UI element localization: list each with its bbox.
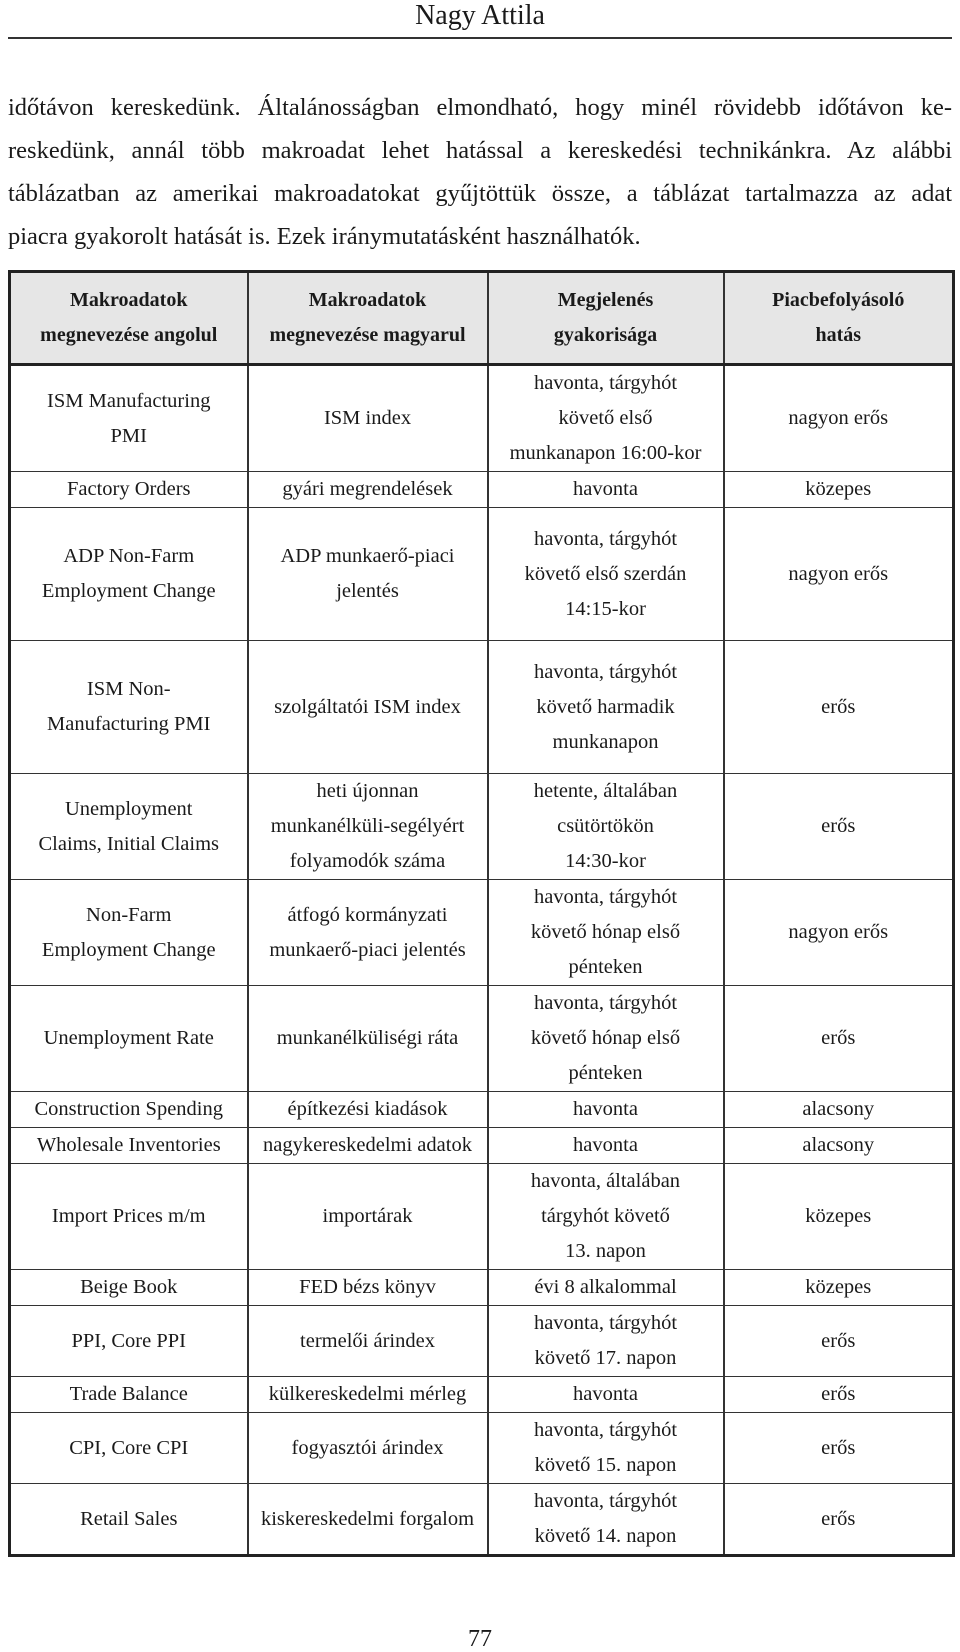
hungarian-name-cell <box>248 1128 488 1164</box>
header-market-impact <box>724 272 954 365</box>
table-row <box>10 472 954 508</box>
table-row <box>10 1377 954 1413</box>
cell-line: Beige Book <box>80 1276 178 1298</box>
cell-line: 14:30-kor <box>565 850 646 872</box>
cell-line: évi 8 alkalommal <box>534 1276 677 1298</box>
cell-line: Trade Balance <box>69 1383 188 1405</box>
hungarian-name-cell <box>248 986 488 1092</box>
impact-cell <box>724 472 954 508</box>
cell-line: tárgyhót követő <box>541 1205 670 1227</box>
english-name-cell <box>10 365 248 472</box>
cell-line: havonta <box>573 1098 638 1120</box>
cell-line: ADP Non-Farm <box>63 545 195 567</box>
english-name-cell <box>10 472 248 508</box>
cell-line: Employment Change <box>41 580 216 602</box>
cell-line: nagykereskedelmi adatok <box>263 1134 472 1156</box>
cell-line: 14:15-kor <box>565 597 646 620</box>
english-name-cell <box>10 1484 248 1556</box>
english-name-cell <box>10 1377 248 1413</box>
table-row <box>10 1164 954 1270</box>
cell-line: Factory Orders <box>66 478 191 500</box>
english-name-cell <box>10 1092 248 1128</box>
cell-line: erős <box>821 695 856 718</box>
paragraph-line: piacra gyakorolt hatását is. Ezek iránymutatásként használhatók. <box>8 223 641 250</box>
impact-cell <box>724 1164 954 1270</box>
cell-line: havonta <box>573 1383 638 1405</box>
cell-line: átfogó kormányzati <box>287 903 448 926</box>
cell-line: ISM Non- <box>86 678 171 700</box>
frequency-cell <box>488 1270 724 1306</box>
cell-line: külkereskedelmi mérleg <box>268 1383 467 1405</box>
cell-line: építkezési kiadások <box>287 1098 448 1120</box>
cell-line: munkanapon <box>552 730 659 753</box>
hungarian-name-cell <box>248 508 488 641</box>
impact-cell <box>724 774 954 880</box>
cell-line: havonta, tárgyhót <box>533 372 678 394</box>
table-row <box>10 1092 954 1128</box>
table-row <box>10 880 954 986</box>
cell-line: követő 15. napon <box>534 1454 677 1476</box>
cell-line: alacsony <box>802 1098 875 1120</box>
english-name-cell <box>10 880 248 986</box>
hungarian-name-cell <box>248 1413 488 1484</box>
table-row <box>10 641 954 774</box>
english-name-cell <box>10 774 248 880</box>
cell-line: termelői árindex <box>300 1329 435 1352</box>
english-name-cell <box>10 1128 248 1164</box>
frequency-cell <box>488 986 724 1092</box>
cell-line: CPI, Core CPI <box>69 1436 189 1459</box>
cell-line: munkanapon 16:00-kor <box>509 442 702 464</box>
header-line: Megjelenés <box>557 289 654 311</box>
frequency-cell <box>488 1092 724 1128</box>
cell-line: munkanélküli-segélyért <box>270 815 465 837</box>
impact-cell <box>724 1413 954 1484</box>
table-row <box>10 774 954 880</box>
hungarian-name-cell <box>248 365 488 472</box>
cell-line: Unemployment Rate <box>43 1027 214 1049</box>
header-line: Makroadatok <box>70 289 188 311</box>
cell-line: jelentés <box>336 580 399 602</box>
table-row <box>10 1306 954 1377</box>
table-row <box>10 1128 954 1164</box>
cell-line: fogyasztói árindex <box>291 1436 444 1459</box>
hungarian-name-cell <box>248 1164 488 1270</box>
cell-line: havonta, általában <box>530 1170 681 1192</box>
paragraph-line: időtávon kereskedünk. Általánosságban elmondható, hogy minél rövidebb időtávon ke- <box>8 94 952 121</box>
hungarian-name-cell <box>248 641 488 774</box>
table-row <box>10 1413 954 1484</box>
cell-line: nagyon erős <box>788 407 889 429</box>
hungarian-name-cell <box>248 1270 488 1306</box>
header-frequency <box>488 272 724 365</box>
table-row <box>10 365 954 472</box>
frequency-cell <box>488 1413 724 1484</box>
header-line: gyakorisága <box>553 324 658 346</box>
cell-line: havonta, tárgyhót <box>533 527 678 550</box>
cell-line: Construction Spending <box>34 1098 223 1120</box>
cell-line: szolgáltatói ISM index <box>274 695 461 718</box>
cell-line: követő hónap első <box>530 1027 681 1049</box>
impact-cell <box>724 1128 954 1164</box>
cell-line: Claims, Initial Claims <box>38 832 219 855</box>
cell-line: folyamodók száma <box>289 850 446 872</box>
cell-line: havonta <box>573 1134 638 1156</box>
frequency-cell <box>488 641 724 774</box>
frequency-cell <box>488 508 724 641</box>
header-hungarian-name <box>248 272 488 365</box>
cell-line: erős <box>821 1027 856 1049</box>
cell-line: munkanélküliségi ráta <box>276 1027 459 1049</box>
body-paragraph <box>8 86 952 258</box>
english-name-cell <box>10 986 248 1092</box>
cell-line: havonta, tárgyhót <box>533 992 678 1014</box>
cell-line: erős <box>821 1329 856 1352</box>
cell-line: PMI <box>110 424 147 447</box>
impact-cell <box>724 1092 954 1128</box>
paragraph-line: reskedünk, annál több makroadat lehet hatással a kereskedési technikánkra. Az alábbi <box>8 137 952 164</box>
cell-line: követő első <box>558 407 653 429</box>
table-row <box>10 1484 954 1556</box>
cell-line: követő 17. napon <box>534 1347 677 1369</box>
cell-line: gyári megrendelések <box>282 478 453 500</box>
header-line: Piacbefolyásoló <box>772 289 905 311</box>
cell-line: Import Prices m/m <box>51 1205 206 1227</box>
table-row <box>10 986 954 1092</box>
cell-line: erős <box>821 815 856 837</box>
frequency-cell <box>488 1306 724 1377</box>
frequency-cell <box>488 472 724 508</box>
cell-line: Unemployment <box>64 797 193 820</box>
cell-line: Manufacturing PMI <box>47 713 211 735</box>
cell-line: havonta, tárgyhót <box>533 1419 678 1441</box>
running-header <box>8 0 952 39</box>
cell-line: Retail Sales <box>80 1507 178 1530</box>
frequency-cell <box>488 1484 724 1556</box>
cell-line: pénteken <box>568 956 643 978</box>
impact-cell <box>724 1270 954 1306</box>
english-name-cell <box>10 641 248 774</box>
cell-line: követő 14. napon <box>534 1525 677 1547</box>
cell-line: Employment Change <box>41 938 216 961</box>
impact-cell <box>724 986 954 1092</box>
cell-line: csütörtökön <box>557 815 654 837</box>
cell-line: közepes <box>805 1276 872 1298</box>
english-name-cell <box>10 508 248 641</box>
frequency-cell <box>488 365 724 472</box>
cell-line: FED bézs könyv <box>299 1276 436 1298</box>
english-name-cell <box>10 1413 248 1484</box>
paragraph-line: táblázatban az amerikai makroadatokat gyűjtöttük össze, a táblázat tartalmazza az adat <box>8 180 952 207</box>
table-header-row <box>10 272 954 365</box>
hungarian-name-cell <box>248 1092 488 1128</box>
cell-line: ISM Manufacturing <box>47 389 211 412</box>
impact-cell <box>724 880 954 986</box>
cell-line: PPI, Core PPI <box>71 1329 186 1352</box>
hungarian-name-cell <box>248 774 488 880</box>
impact-cell <box>724 1484 954 1556</box>
cell-line: ISM index <box>323 407 412 429</box>
macro-data-table <box>8 270 955 1557</box>
cell-line: alacsony <box>802 1134 875 1156</box>
frequency-cell <box>488 774 724 880</box>
cell-line: nagyon erős <box>788 921 889 943</box>
hungarian-name-cell <box>248 1306 488 1377</box>
header-line: megnevezése magyarul <box>269 324 466 346</box>
hungarian-name-cell <box>248 472 488 508</box>
cell-line: hetente, általában <box>533 780 678 802</box>
cell-line: munkaerő-piaci jelentés <box>269 938 466 961</box>
english-name-cell <box>10 1270 248 1306</box>
header-english-name <box>10 272 248 365</box>
english-name-cell <box>10 1306 248 1377</box>
cell-line: havonta, tárgyhót <box>533 886 678 908</box>
cell-line: követő hónap első <box>530 921 681 943</box>
impact-cell <box>724 1377 954 1413</box>
frequency-cell <box>488 1128 724 1164</box>
hungarian-name-cell <box>248 880 488 986</box>
table-row <box>10 508 954 641</box>
cell-line: havonta <box>573 478 638 500</box>
page-number: 77 <box>468 1626 492 1652</box>
impact-cell <box>724 365 954 472</box>
cell-line: erős <box>821 1507 856 1530</box>
cell-line: erős <box>821 1383 856 1405</box>
cell-line: Wholesale Inventories <box>36 1134 221 1156</box>
cell-line: importárak <box>322 1205 413 1227</box>
frequency-cell <box>488 1377 724 1413</box>
cell-line: ADP munkaerő-piaci <box>280 545 455 567</box>
cell-line: közepes <box>805 1205 872 1227</box>
cell-line: havonta, tárgyhót <box>533 660 678 683</box>
cell-line: Non-Farm <box>86 903 172 926</box>
table-row <box>10 1270 954 1306</box>
author-name: Nagy Attila <box>415 0 545 31</box>
header-line: hatás <box>815 324 862 346</box>
cell-line: követő harmadik <box>536 695 675 718</box>
impact-cell <box>724 1306 954 1377</box>
cell-line: követő első szerdán <box>524 562 687 585</box>
hungarian-name-cell <box>248 1484 488 1556</box>
english-name-cell <box>10 1164 248 1270</box>
cell-line: pénteken <box>568 1062 643 1084</box>
header-line: Makroadatok <box>308 289 427 311</box>
impact-cell <box>724 641 954 774</box>
cell-line: havonta, tárgyhót <box>533 1312 678 1334</box>
cell-line: 13. napon <box>565 1240 646 1262</box>
hungarian-name-cell <box>248 1377 488 1413</box>
frequency-cell <box>488 1164 724 1270</box>
frequency-cell <box>488 880 724 986</box>
impact-cell <box>724 508 954 641</box>
cell-line: kiskereskedelmi forgalom <box>260 1507 475 1530</box>
header-line: megnevezése angolul <box>40 324 218 346</box>
cell-line: heti újonnan <box>316 780 419 802</box>
cell-line: havonta, tárgyhót <box>533 1490 678 1512</box>
cell-line: közepes <box>805 478 872 500</box>
cell-line: nagyon erős <box>788 562 889 585</box>
cell-line: erős <box>821 1436 856 1459</box>
